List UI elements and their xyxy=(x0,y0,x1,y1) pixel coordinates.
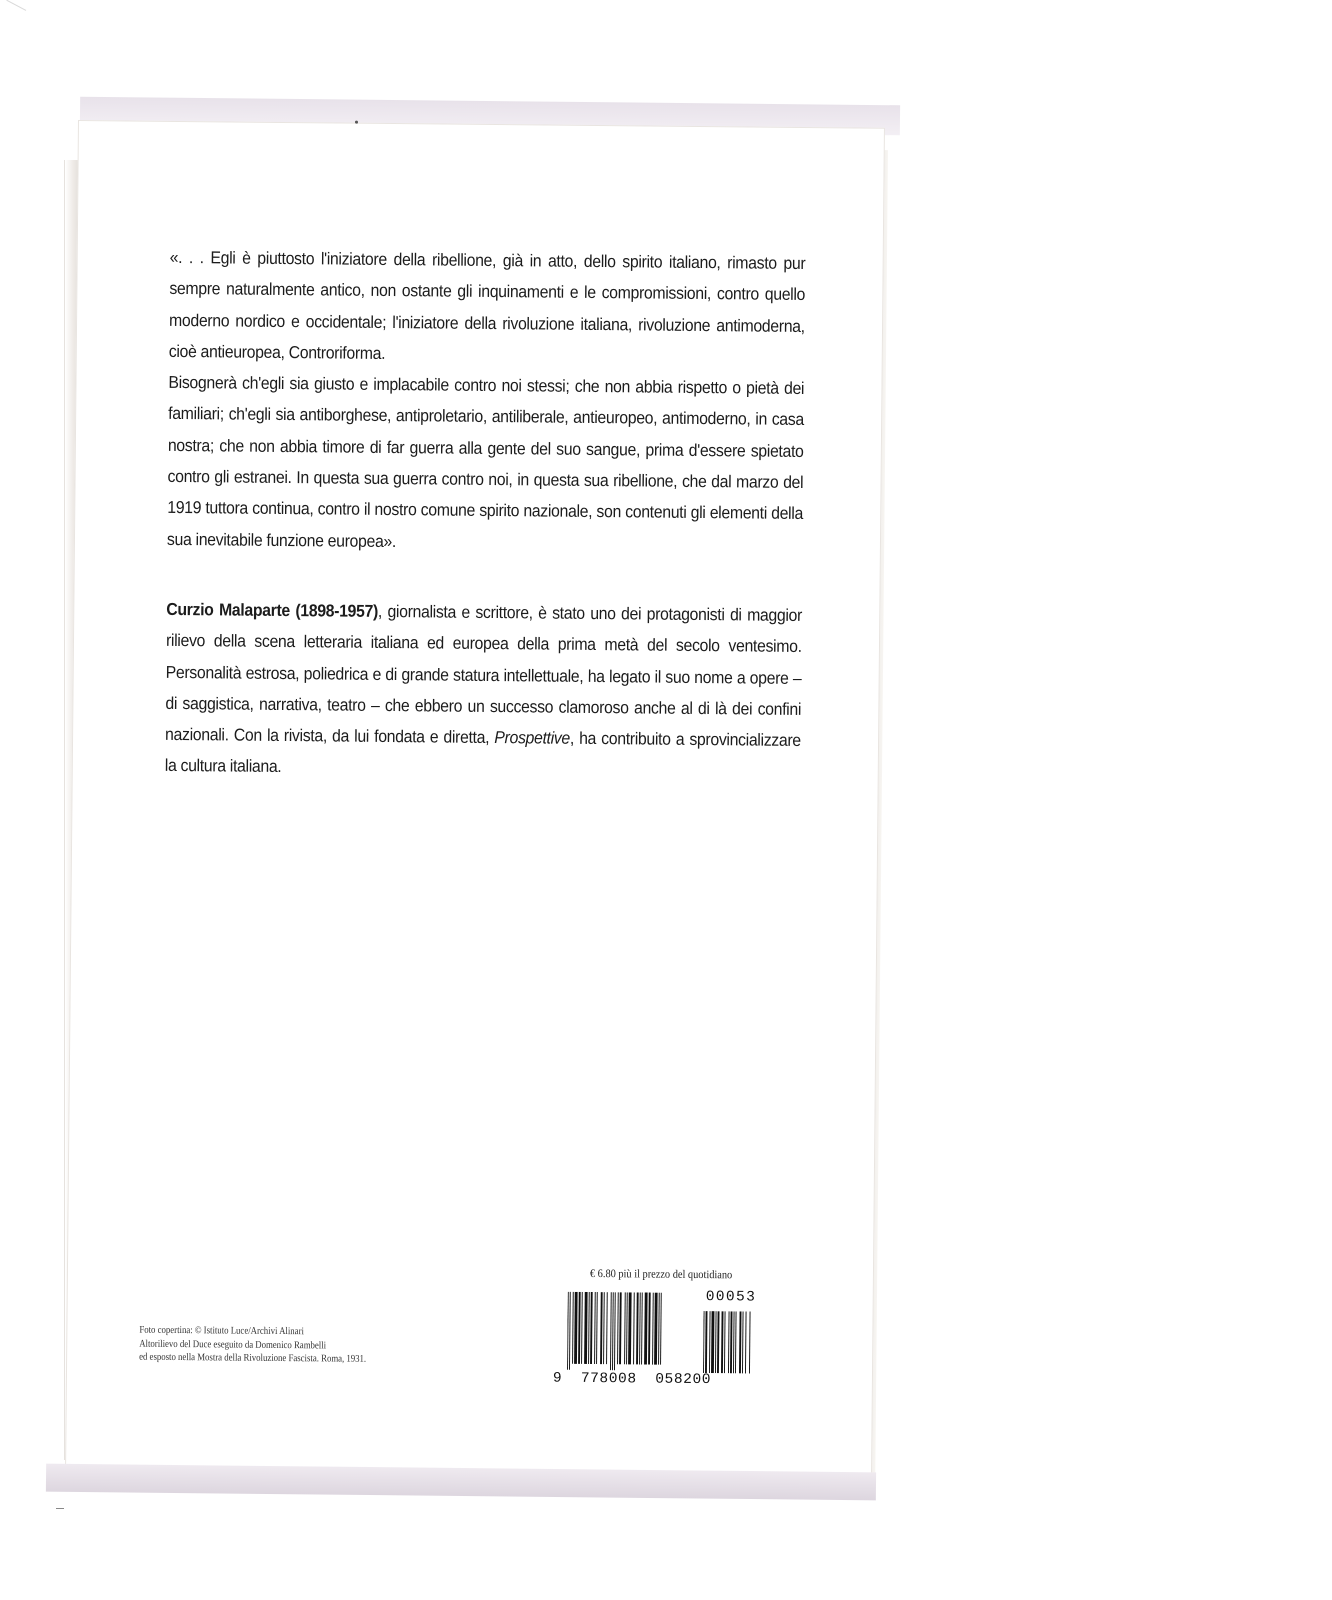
barcode-stripe xyxy=(594,1292,596,1364)
barcode-stripe xyxy=(730,1311,732,1373)
author-name: Curzio Malaparte (1898-1957) xyxy=(166,598,379,621)
barcode-stripe xyxy=(654,1293,658,1365)
bio-text-2: , ha contribuito a sprovincializzare la cultura italiana. xyxy=(164,727,801,777)
bio-paragraph xyxy=(165,594,802,788)
barcode-stripe xyxy=(584,1292,588,1364)
barcode-stripe xyxy=(569,1292,571,1370)
barcode-stripe xyxy=(742,1311,744,1373)
barcode-stripe xyxy=(739,1311,741,1373)
scan-artifact xyxy=(0,0,26,23)
barcode-stripe xyxy=(749,1312,751,1374)
barcode-stripe xyxy=(709,1311,711,1373)
barcode-stripe xyxy=(733,1311,735,1373)
barcode-stripe xyxy=(617,1292,619,1364)
credit-line-2: Altorilievo del Duce eseguito da Domenico Rambelli xyxy=(139,1338,327,1351)
ean-barcode xyxy=(567,1292,696,1373)
barcode-stripe xyxy=(717,1311,719,1373)
back-cover-page xyxy=(65,120,885,1490)
barcode-stripe xyxy=(624,1292,626,1364)
barcode-stripe xyxy=(644,1292,648,1364)
barcode-stripe xyxy=(628,1292,632,1364)
barcode-stripe xyxy=(715,1311,717,1373)
barcode-stripe xyxy=(588,1292,590,1364)
scan-artifact xyxy=(56,1508,64,1509)
barcode-stripe xyxy=(639,1292,641,1364)
ean-left-digits: 778008 xyxy=(580,1370,637,1388)
barcode-stripe xyxy=(626,1292,628,1364)
addon-barcode xyxy=(703,1311,766,1374)
barcode-stripe xyxy=(728,1311,730,1373)
barcode-stripe xyxy=(581,1292,583,1364)
barcode xyxy=(553,1288,794,1390)
ean-right-digits: 058200 xyxy=(655,1371,712,1389)
barcode-stripe xyxy=(590,1292,593,1364)
barcode-stripe xyxy=(614,1292,616,1370)
price-label: € 6.80 più il prezzo del quotidiano xyxy=(589,1267,733,1282)
photo-credits xyxy=(139,1324,366,1367)
ean-number xyxy=(553,1371,711,1389)
barcode-stripe xyxy=(745,1311,747,1373)
barcode-stripe xyxy=(572,1292,574,1364)
speck xyxy=(355,121,358,124)
ean-first-digit: 9 xyxy=(552,1370,563,1387)
barcode-stripe xyxy=(735,1311,737,1373)
barcode-stripe xyxy=(610,1292,612,1370)
barcode-stripe xyxy=(711,1311,714,1373)
barcode-stripe xyxy=(636,1292,639,1364)
barcode-stripe xyxy=(648,1293,651,1365)
journal-name: Prospettive xyxy=(494,727,571,748)
barcode-stripe xyxy=(705,1311,707,1373)
barcode-stripe xyxy=(606,1292,608,1364)
barcode-stripe xyxy=(612,1292,614,1370)
credit-line-3: ed esposto nella Mostra della Rivoluzione Fascista. Roma, 1931. xyxy=(139,1351,367,1365)
quote-block xyxy=(167,242,806,561)
barcode-stripe xyxy=(567,1292,569,1370)
author-bio xyxy=(165,594,802,788)
barcode-stripe xyxy=(660,1293,662,1365)
barcode-stripe xyxy=(603,1292,605,1364)
barcode-stripe xyxy=(574,1292,578,1364)
quote-paragraph-2: Bisognerà ch'egli sia giusto e implacabile contro noi stessi; che non abbia rispetto o pietà dei familiari; ch'egli sia antiborghese, antiproletario, antiliberale, antieuropeo, antimoderno, in casa nostra; che non abbia timore di far guerra alla gente del suo sangue, prima d'essere spietato contro gli estranei. In questa sua guerra contro noi, in questa sua ribellione, che dal marzo del 1919 tuttora continua, contro il nostro comune spirito nazionale, son contenuti gli elementi della sua inevitabile funzione europea». xyxy=(166,372,805,551)
barcode-stripe xyxy=(619,1292,622,1364)
barcode-stripe xyxy=(703,1311,705,1373)
barcode-stripe xyxy=(724,1311,726,1373)
addon-number: 00053 xyxy=(705,1289,757,1306)
barcode-stripe xyxy=(578,1292,581,1364)
barcode-stripe xyxy=(658,1293,660,1365)
barcode-stripe xyxy=(633,1292,635,1364)
barcode-stripe xyxy=(641,1292,643,1364)
bio-text-1: , giornalista e scrittore, è stato uno dei protagonisti di maggior rilievo della scena letteraria italiana ed europea della prima metà del secolo ventesimo. Personalità estrosa, poliedrica e di grande statura intellettuale, ha legato il suo nome a opere – di saggistica, narrativa, teatro – che ebbero un successo clamoroso anche al di là dei confini nazionali. Con la rivista, da lui fondata e diretta, xyxy=(165,600,803,748)
credit-line-1: Foto copertina: © Istituto Luce/Archivi Alinari xyxy=(139,1324,305,1338)
barcode-stripe xyxy=(596,1292,598,1364)
barcode-stripe xyxy=(600,1292,603,1364)
barcode-stripe xyxy=(721,1311,723,1373)
quote-paragraph-1: «. . . Egli è piuttosto l'iniziatore della ribellione, già in atto, dello spirito italiano, rimasto pur sempre naturalmente antico, non ostante gli inquinamenti e le compromissioni, contro quello moderno nordico e occidentale; l'iniziatore della rivoluzione italiana, rivoluzione antimoderna, cioè antieuropea, Controriforma. xyxy=(168,246,806,363)
barcode-stripe xyxy=(652,1293,654,1365)
